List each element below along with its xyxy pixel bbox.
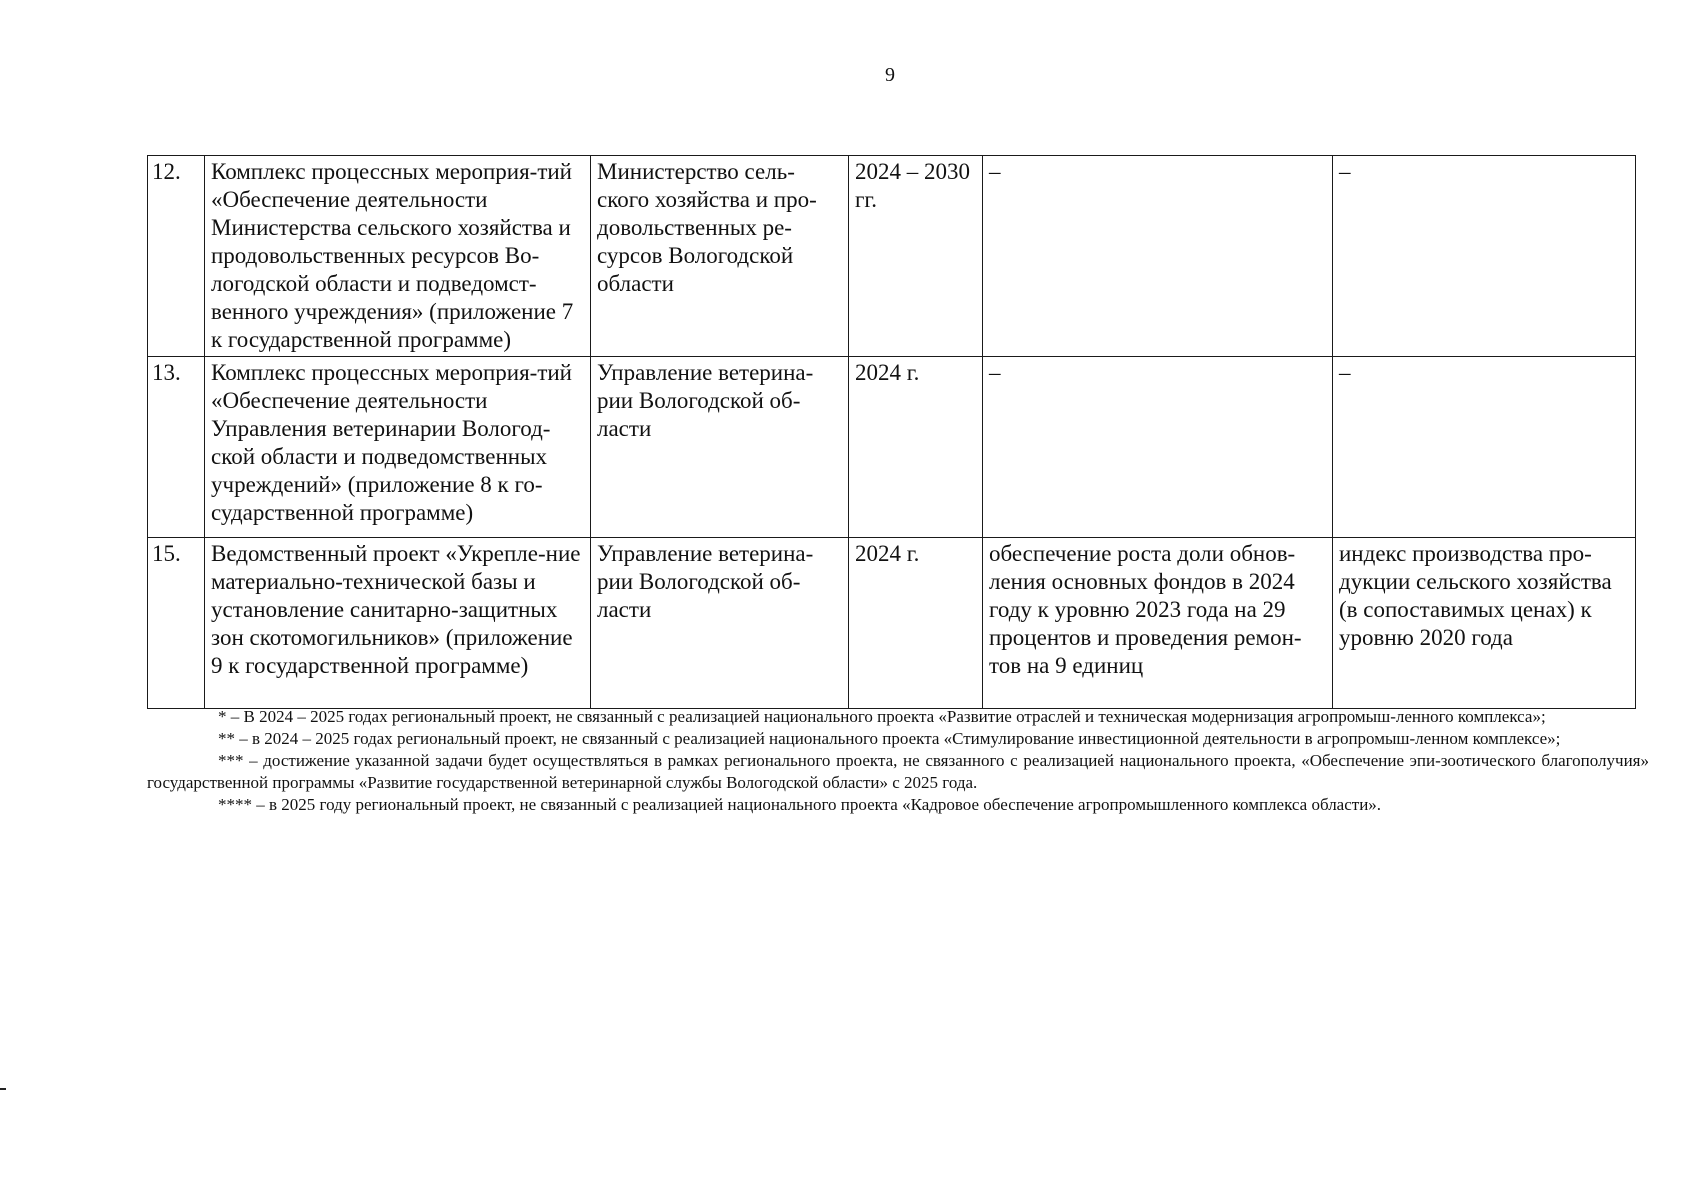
row-number: 13. [148,357,205,538]
responsible-executor: Управление ветерина-рии Вологодской об-ласти [591,538,849,709]
implementation-period: 2024 – 2030 гг. [849,156,983,357]
linked-indicator: – [1333,156,1636,357]
scan-edge-mark [0,1088,6,1090]
footnotes [147,706,1649,816]
footnote: **** – в 2025 году региональный проект, не связанный с реализацией национального проекта «Кадровое обеспечение агропромышленного комплекса области». [218,795,1382,814]
table-row [148,538,1636,709]
structural-element-name: Ведомственный проект «Укрепле-ние материально-технической базы и установление санитарно-защитных зон скотомогильников» (приложение 9 к государственной программе) [205,538,591,709]
footnote: * – В 2024 – 2025 годах региональный проект, не связанный с реализацией национального проекта «Развитие отраслей и техническая модернизация агропромыш-ленного комплекса»; [218,707,1546,726]
expected-result: обеспечение роста доли обнов-ления основных фондов в 2024 году к уровню 2023 года на 29 процентов и проведения ремон-тов на 9 единиц [983,538,1333,709]
implementation-period: 2024 г. [849,357,983,538]
table-row [148,357,1636,538]
expected-result: – [983,156,1333,357]
structural-element-name: Комплекс процессных мероприя-тий «Обеспечение деятельности Министерства сельского хозяйства и продовольственных ресурсов Во-логодской области и подведомст-венного учреждения» (приложение 7 к государственной программе) [205,156,591,357]
implementation-period: 2024 г. [849,538,983,709]
responsible-executor: Управление ветерина-рии Вологодской об-ласти [591,357,849,538]
row-number: 15. [148,538,205,709]
table-row [148,156,1636,357]
responsible-executor: Министерство сель-ского хозяйства и про-довольственных ре-сурсов Вологодской области [591,156,849,357]
linked-indicator: индекс производства про-дукции сельского хозяйства (в сопоставимых ценах) к уровню 2020 года [1333,538,1636,709]
structural-element-name: Комплекс процессных мероприя-тий «Обеспечение деятельности Управления ветеринарии Вологод-ской области и подведомственных учреждений» (приложение 8 к го-сударственной программе) [205,357,591,538]
page-number: 9 [885,64,895,86]
footnote: ** – в 2024 – 2025 годах региональный проект, не связанный с реализацией национального проекта «Стимулирование инвестиционной деятельности в агропромыш-ленном комплексе»; [218,729,1561,748]
linked-indicator: – [1333,357,1636,538]
row-number: 12. [148,156,205,357]
footnote: *** – достижение указанной задачи будет осуществляться в рамках регионального проекта, не связанного с реализацией национального проекта, «Обеспечение эпи-зоотического благополучия» государственной программы «Развитие государственной ветеринарной службы Вологодской области» с 2025 года. [147,751,1649,792]
program-structure-table [147,155,1636,709]
expected-result: – [983,357,1333,538]
